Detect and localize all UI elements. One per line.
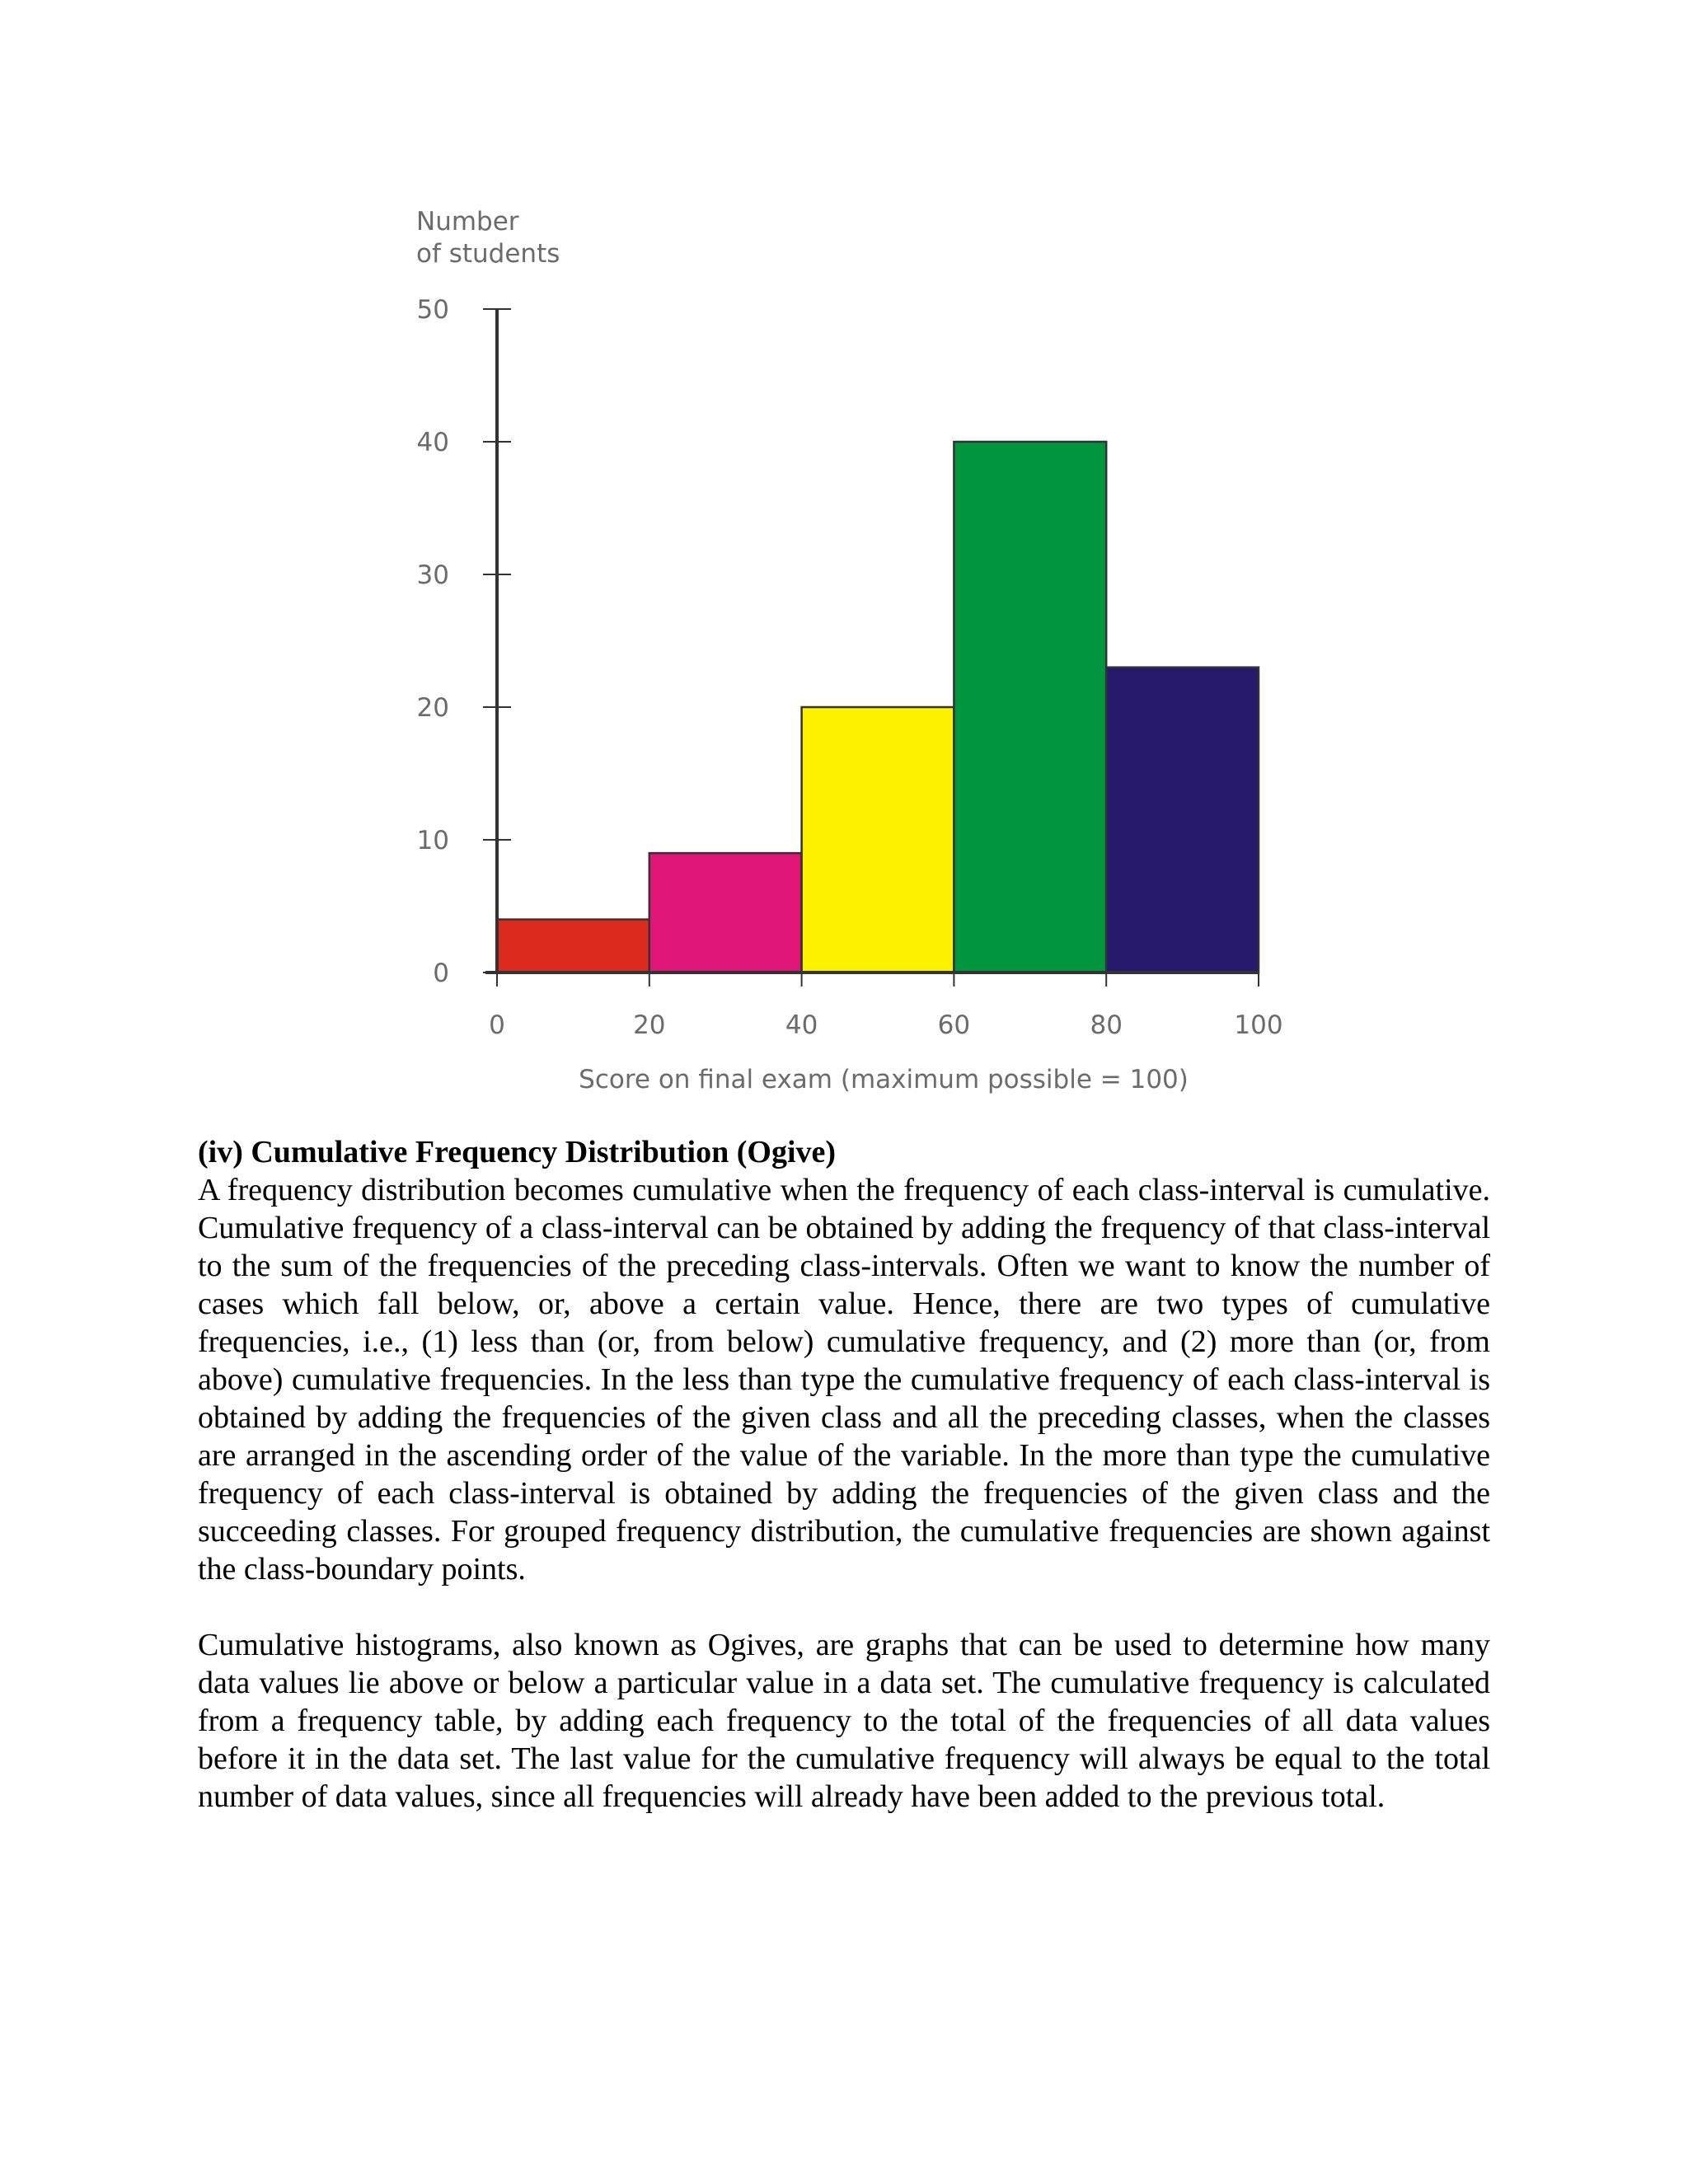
y-tick-label: 40	[416, 428, 449, 457]
histogram-bar	[802, 707, 954, 972]
x-tick-label: 20	[633, 1010, 666, 1040]
x-tick-label: 100	[1234, 1010, 1283, 1040]
y-tick-label: 20	[416, 693, 449, 723]
section-heading: (iv) Cumulative Frequency Distribution (Ogive)	[198, 1135, 837, 1169]
x-ticks-group	[489, 972, 1282, 1040]
histogram-bar	[1106, 668, 1259, 972]
document-body	[198, 1133, 1490, 1816]
x-axis-label: Score on final exam (maximum possible = 100)	[579, 1065, 1189, 1094]
x-tick-label: 40	[785, 1010, 818, 1040]
paragraph-1: A frequency distribution becomes cumulative when the frequency of each class-interval is cumulative. Cumulative frequency of a class-interval can be obtained by adding the frequency of that class-interval to the sum of the frequencies of the preceding class-intervals. Often we want to know the number of cases which fall below, or, above a certain value. Hence, there are two types of cumulative frequencies, i.e., (1) less than (or, from below) cumulative frequency, and (2) more than (or, from above) cumulative frequencies. In the less than type the cumulative frequency of each class-interval is obtained by adding the frequencies of the given class and all the preceding classes, when the classes are arranged in the ascending order of the value of the variable. In the more than type the cumulative frequency of each class-interval is obtained by adding the frequencies of the given class and the succeeding classes. For grouped frequency distribution, the cumulative frequencies are shown against the class-boundary points.	[198, 1173, 1490, 1586]
histogram-bar	[954, 442, 1106, 972]
x-tick-label: 60	[937, 1010, 971, 1040]
y-axis-label-line-1: Number	[416, 207, 519, 237]
bars-group	[497, 442, 1259, 972]
y-axis-label-line-2: of students	[416, 239, 560, 269]
y-tick-label: 0	[433, 958, 449, 988]
y-tick-label: 10	[416, 826, 449, 855]
histogram-bar	[497, 920, 649, 972]
x-tick-label: 80	[1090, 1010, 1123, 1040]
y-tick-label: 50	[416, 295, 449, 325]
x-tick-label: 0	[489, 1010, 505, 1040]
histogram-bar	[649, 853, 802, 972]
y-tick-label: 30	[416, 560, 449, 590]
paragraph-2: Cumulative histograms, also known as Ogives, are graphs that can be used to determine how many data values lie above or below a particular value in a data set. The cumulative frequency is calculated from a frequency table, by adding each frequency to the total of the frequencies of all data values before it in the data set. The last value for the cumulative frequency will always be equal to the total number of data values, since all frequencies will already have been added to the previous total.	[198, 1628, 1490, 1814]
